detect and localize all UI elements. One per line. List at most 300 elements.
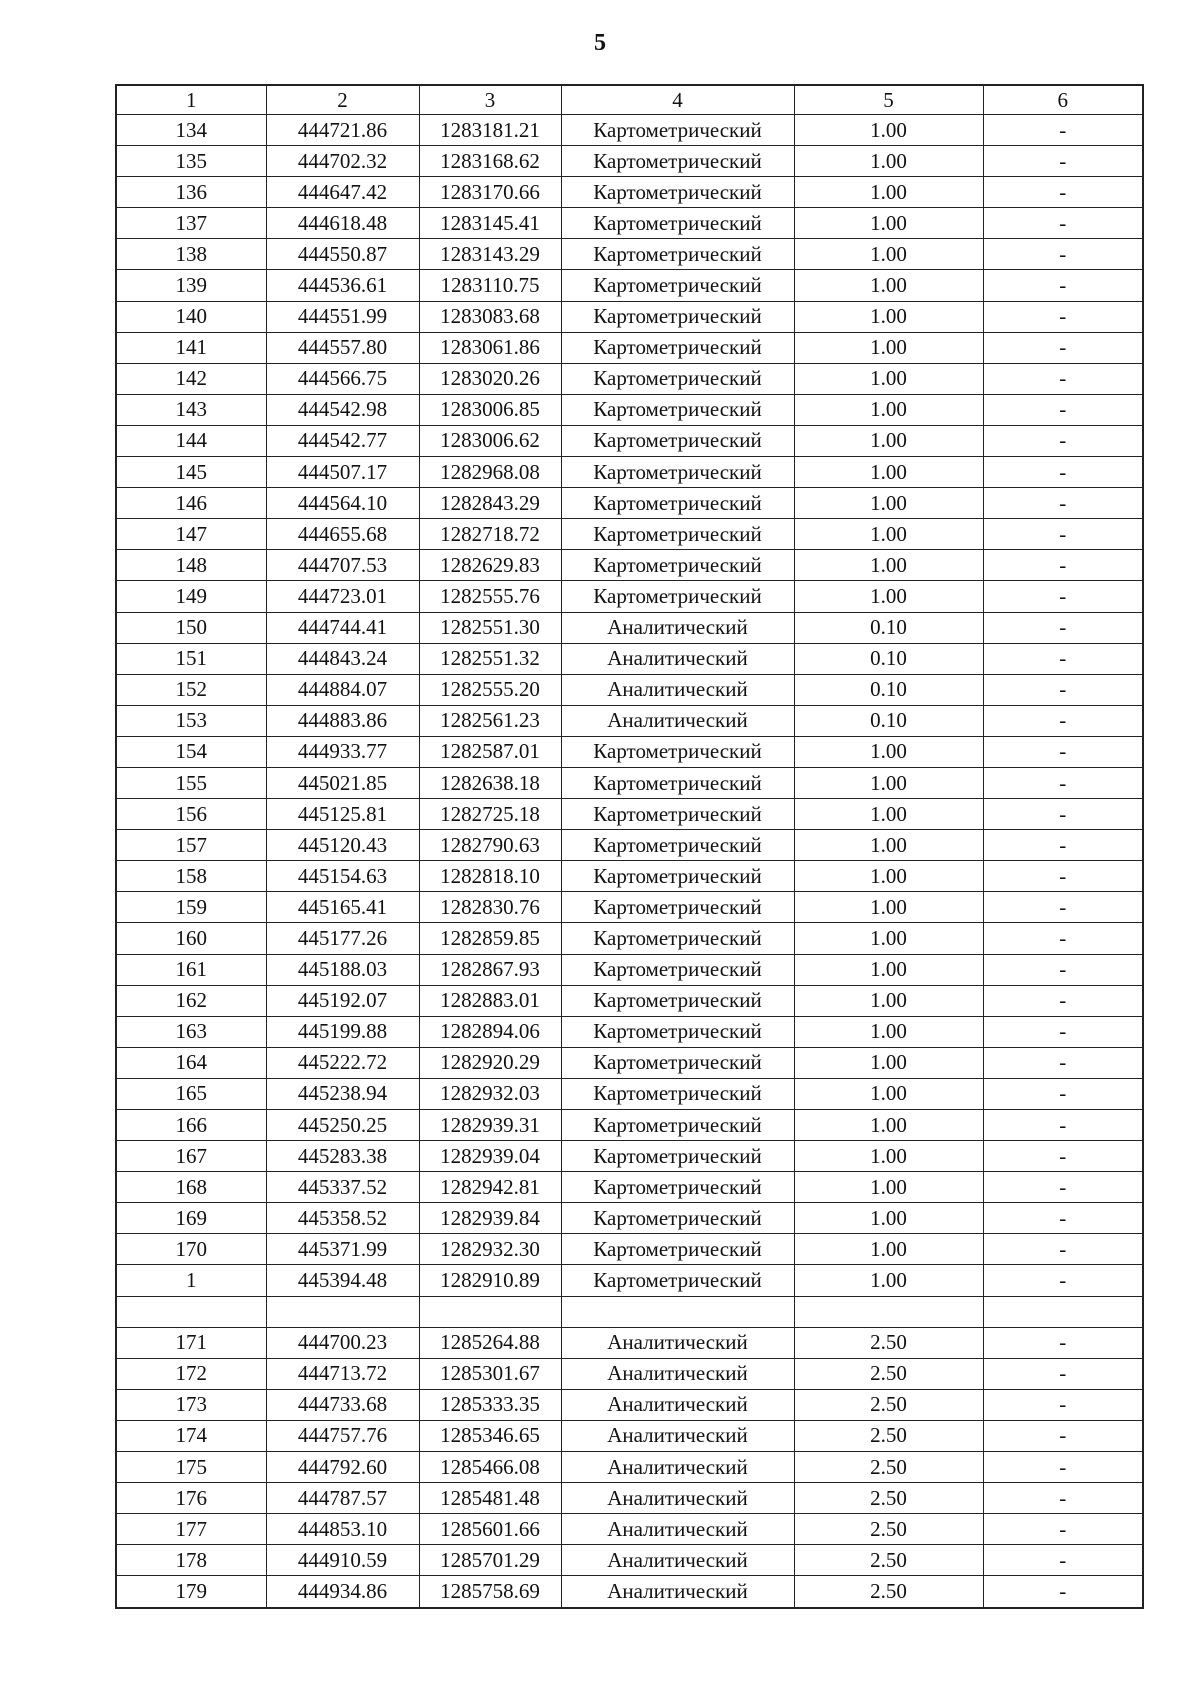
note-cell: -: [983, 1514, 1143, 1545]
method-cell: Картометрический: [561, 736, 794, 767]
table-row: [116, 550, 1143, 581]
point-number-cell: 135: [116, 146, 266, 177]
table-row: [116, 332, 1143, 363]
y-coordinate-cell: 1282587.01: [419, 736, 561, 767]
point-number-cell: 166: [116, 1110, 266, 1141]
x-coordinate-cell: 445238.94: [266, 1078, 419, 1109]
note-cell: -: [983, 208, 1143, 239]
y-coordinate-cell: 1282910.89: [419, 1265, 561, 1296]
accuracy-cell: 2.50: [794, 1358, 983, 1389]
accuracy-cell: 1.00: [794, 1172, 983, 1203]
x-coordinate-cell: 444721.86: [266, 115, 419, 146]
method-cell: Картометрический: [561, 425, 794, 456]
table-row: [116, 705, 1143, 736]
y-coordinate-cell: 1282629.83: [419, 550, 561, 581]
x-coordinate-cell: 445192.07: [266, 985, 419, 1016]
y-coordinate-cell: 1283083.68: [419, 301, 561, 332]
x-coordinate-cell: 444884.07: [266, 674, 419, 705]
note-cell: -: [983, 581, 1143, 612]
x-coordinate-cell: 445222.72: [266, 1047, 419, 1078]
note-cell: -: [983, 1576, 1143, 1608]
accuracy-cell: 1.00: [794, 488, 983, 519]
method-cell: Картометрический: [561, 1110, 794, 1141]
method-cell: Картометрический: [561, 488, 794, 519]
table-row: [116, 581, 1143, 612]
method-cell: Аналитический: [561, 612, 794, 643]
accuracy-cell: 1.00: [794, 954, 983, 985]
table-row: [116, 363, 1143, 394]
header-cell: 1: [116, 85, 266, 115]
x-coordinate-cell: 444564.10: [266, 488, 419, 519]
accuracy-cell: 1.00: [794, 270, 983, 301]
accuracy-cell: 1.00: [794, 1078, 983, 1109]
note-cell: -: [983, 861, 1143, 892]
y-coordinate-cell: 1285481.48: [419, 1483, 561, 1514]
x-coordinate-cell: 444744.41: [266, 612, 419, 643]
method-cell: Картометрический: [561, 1172, 794, 1203]
table-row: [116, 1016, 1143, 1047]
note-cell: -: [983, 1203, 1143, 1234]
x-coordinate-cell: 444883.86: [266, 705, 419, 736]
accuracy-cell: 1.00: [794, 177, 983, 208]
point-number-cell: 141: [116, 332, 266, 363]
table-row: [116, 830, 1143, 861]
accuracy-cell: 2.50: [794, 1452, 983, 1483]
table-row: [116, 425, 1143, 456]
point-number-cell: 165: [116, 1078, 266, 1109]
note-cell: -: [983, 674, 1143, 705]
note-cell: -: [983, 1420, 1143, 1451]
point-number-cell: 175: [116, 1452, 266, 1483]
method-cell: Картометрический: [561, 861, 794, 892]
x-coordinate-cell: 444853.10: [266, 1514, 419, 1545]
y-coordinate-cell: 1282830.76: [419, 892, 561, 923]
accuracy-cell: 1.00: [794, 457, 983, 488]
note-cell: -: [983, 1545, 1143, 1576]
accuracy-cell: 1.00: [794, 208, 983, 239]
note-cell: -: [983, 1389, 1143, 1420]
accuracy-cell: 2.50: [794, 1389, 983, 1420]
point-number-cell: 174: [116, 1420, 266, 1451]
point-number-cell: 151: [116, 643, 266, 674]
point-number-cell: 146: [116, 488, 266, 519]
y-coordinate-cell: 1283145.41: [419, 208, 561, 239]
table-row: [116, 985, 1143, 1016]
y-coordinate-cell: 1282942.81: [419, 1172, 561, 1203]
y-coordinate-cell: 1285758.69: [419, 1576, 561, 1608]
point-number-cell: [116, 1296, 266, 1327]
note-cell: -: [983, 1078, 1143, 1109]
x-coordinate-cell: [266, 1296, 419, 1327]
note-cell: -: [983, 394, 1143, 425]
method-cell: Картометрический: [561, 239, 794, 270]
point-number-cell: 143: [116, 394, 266, 425]
accuracy-cell: 1.00: [794, 767, 983, 798]
method-cell: Картометрический: [561, 830, 794, 861]
y-coordinate-cell: 1283061.86: [419, 332, 561, 363]
table-row: [116, 519, 1143, 550]
table-row: [116, 457, 1143, 488]
table-row: [116, 892, 1143, 923]
x-coordinate-cell: 445199.88: [266, 1016, 419, 1047]
point-number-cell: 149: [116, 581, 266, 612]
y-coordinate-cell: 1285701.29: [419, 1545, 561, 1576]
x-coordinate-cell: 445358.52: [266, 1203, 419, 1234]
note-cell: -: [983, 1265, 1143, 1296]
accuracy-cell: 1.00: [794, 799, 983, 830]
note-cell: -: [983, 643, 1143, 674]
table-row: [116, 1545, 1143, 1576]
note-cell: -: [983, 363, 1143, 394]
note-cell: -: [983, 239, 1143, 270]
accuracy-cell: 1.00: [794, 581, 983, 612]
table-row: [116, 488, 1143, 519]
table-row: [116, 1172, 1143, 1203]
y-coordinate-cell: 1282843.29: [419, 488, 561, 519]
note-cell: -: [983, 954, 1143, 985]
x-coordinate-cell: 445188.03: [266, 954, 419, 985]
point-number-cell: 1: [116, 1265, 266, 1296]
x-coordinate-cell: 444700.23: [266, 1327, 419, 1358]
note-cell: -: [983, 612, 1143, 643]
x-coordinate-cell: 444647.42: [266, 177, 419, 208]
accuracy-cell: 1.00: [794, 519, 983, 550]
y-coordinate-cell: 1285346.65: [419, 1420, 561, 1451]
method-cell: Картометрический: [561, 363, 794, 394]
y-coordinate-cell: 1282555.76: [419, 581, 561, 612]
method-cell: Картометрический: [561, 1016, 794, 1047]
point-number-cell: 158: [116, 861, 266, 892]
point-number-cell: 163: [116, 1016, 266, 1047]
note-cell: -: [983, 115, 1143, 146]
table-row: [116, 1358, 1143, 1389]
method-cell: Картометрический: [561, 985, 794, 1016]
accuracy-cell: 1.00: [794, 550, 983, 581]
method-cell: Картометрический: [561, 767, 794, 798]
accuracy-cell: 1.00: [794, 239, 983, 270]
method-cell: Аналитический: [561, 1576, 794, 1608]
method-cell: Картометрический: [561, 1047, 794, 1078]
note-cell: -: [983, 736, 1143, 767]
accuracy-cell: 1.00: [794, 115, 983, 146]
header-cell: 6: [983, 85, 1143, 115]
table-row: [116, 736, 1143, 767]
method-cell: Картометрический: [561, 1265, 794, 1296]
y-coordinate-cell: 1282939.04: [419, 1141, 561, 1172]
x-coordinate-cell: 444551.99: [266, 301, 419, 332]
point-number-cell: 179: [116, 1576, 266, 1608]
x-coordinate-cell: 445337.52: [266, 1172, 419, 1203]
y-coordinate-cell: 1282867.93: [419, 954, 561, 985]
method-cell: Картометрический: [561, 892, 794, 923]
note-cell: -: [983, 519, 1143, 550]
method-cell: [561, 1296, 794, 1327]
y-coordinate-cell: 1282555.20: [419, 674, 561, 705]
note-cell: -: [983, 1327, 1143, 1358]
y-coordinate-cell: 1282638.18: [419, 767, 561, 798]
method-cell: Картометрический: [561, 1141, 794, 1172]
table-row: [116, 1327, 1143, 1358]
x-coordinate-cell: 444723.01: [266, 581, 419, 612]
y-coordinate-cell: 1283168.62: [419, 146, 561, 177]
y-coordinate-cell: 1282894.06: [419, 1016, 561, 1047]
x-coordinate-cell: 444910.59: [266, 1545, 419, 1576]
table-row: [116, 394, 1143, 425]
accuracy-cell: 1.00: [794, 332, 983, 363]
method-cell: Аналитический: [561, 1545, 794, 1576]
header-cell: 3: [419, 85, 561, 115]
table-row: [116, 923, 1143, 954]
accuracy-cell: 1.00: [794, 1047, 983, 1078]
accuracy-cell: 1.00: [794, 985, 983, 1016]
table-row: [116, 1514, 1143, 1545]
y-coordinate-cell: 1285601.66: [419, 1514, 561, 1545]
x-coordinate-cell: 445165.41: [266, 892, 419, 923]
note-cell: -: [983, 705, 1143, 736]
note-cell: -: [983, 1358, 1143, 1389]
point-number-cell: 171: [116, 1327, 266, 1358]
point-number-cell: 148: [116, 550, 266, 581]
x-coordinate-cell: 444542.98: [266, 394, 419, 425]
y-coordinate-cell: [419, 1296, 561, 1327]
method-cell: Картометрический: [561, 1203, 794, 1234]
method-cell: Картометрический: [561, 301, 794, 332]
method-cell: Картометрический: [561, 332, 794, 363]
y-coordinate-cell: 1282561.23: [419, 705, 561, 736]
method-cell: Аналитический: [561, 643, 794, 674]
table-row: [116, 1389, 1143, 1420]
point-number-cell: 144: [116, 425, 266, 456]
method-cell: Картометрический: [561, 923, 794, 954]
point-number-cell: 139: [116, 270, 266, 301]
note-cell: -: [983, 301, 1143, 332]
note-cell: [983, 1296, 1143, 1327]
accuracy-cell: 1.00: [794, 301, 983, 332]
table-row: [116, 799, 1143, 830]
point-number-cell: 150: [116, 612, 266, 643]
table-separator-row: [116, 1296, 1143, 1327]
x-coordinate-cell: 444757.76: [266, 1420, 419, 1451]
accuracy-cell: 2.50: [794, 1514, 983, 1545]
y-coordinate-cell: 1283006.62: [419, 425, 561, 456]
y-coordinate-cell: 1282551.32: [419, 643, 561, 674]
note-cell: -: [983, 985, 1143, 1016]
point-number-cell: 147: [116, 519, 266, 550]
accuracy-cell: 2.50: [794, 1545, 983, 1576]
x-coordinate-cell: 444702.32: [266, 146, 419, 177]
accuracy-cell: 1.00: [794, 1265, 983, 1296]
accuracy-cell: 1.00: [794, 892, 983, 923]
method-cell: Картометрический: [561, 550, 794, 581]
y-coordinate-cell: 1283020.26: [419, 363, 561, 394]
table-row: [116, 1078, 1143, 1109]
method-cell: Аналитический: [561, 1452, 794, 1483]
y-coordinate-cell: 1282968.08: [419, 457, 561, 488]
method-cell: Картометрический: [561, 394, 794, 425]
note-cell: -: [983, 1047, 1143, 1078]
accuracy-cell: 1.00: [794, 1110, 983, 1141]
note-cell: -: [983, 177, 1143, 208]
y-coordinate-cell: 1282932.03: [419, 1078, 561, 1109]
method-cell: Аналитический: [561, 1389, 794, 1420]
table-row: [116, 301, 1143, 332]
note-cell: -: [983, 1234, 1143, 1265]
table-row: [116, 1047, 1143, 1078]
accuracy-cell: 2.50: [794, 1483, 983, 1514]
table-row: [116, 1265, 1143, 1296]
point-number-cell: 164: [116, 1047, 266, 1078]
x-coordinate-cell: 444507.17: [266, 457, 419, 488]
method-cell: Картометрический: [561, 954, 794, 985]
accuracy-cell: 1.00: [794, 861, 983, 892]
y-coordinate-cell: 1282932.30: [419, 1234, 561, 1265]
point-number-cell: 156: [116, 799, 266, 830]
method-cell: Картометрический: [561, 146, 794, 177]
table-row: [116, 1234, 1143, 1265]
x-coordinate-cell: 444843.24: [266, 643, 419, 674]
accuracy-cell: 1.00: [794, 1234, 983, 1265]
x-coordinate-cell: 445283.38: [266, 1141, 419, 1172]
table-row: [116, 239, 1143, 270]
note-cell: -: [983, 1172, 1143, 1203]
table-header-row: [116, 85, 1143, 115]
x-coordinate-cell: 444550.87: [266, 239, 419, 270]
table-row: [116, 861, 1143, 892]
point-number-cell: 152: [116, 674, 266, 705]
accuracy-cell: 1.00: [794, 363, 983, 394]
y-coordinate-cell: 1282883.01: [419, 985, 561, 1016]
point-number-cell: 168: [116, 1172, 266, 1203]
x-coordinate-cell: 444655.68: [266, 519, 419, 550]
accuracy-cell: 0.10: [794, 612, 983, 643]
y-coordinate-cell: 1282818.10: [419, 861, 561, 892]
table-row: [116, 1576, 1143, 1608]
point-number-cell: 177: [116, 1514, 266, 1545]
point-number-cell: 134: [116, 115, 266, 146]
method-cell: Аналитический: [561, 1420, 794, 1451]
accuracy-cell: [794, 1296, 983, 1327]
table-row: [116, 208, 1143, 239]
table-row: [116, 146, 1143, 177]
accuracy-cell: 1.00: [794, 1016, 983, 1047]
note-cell: -: [983, 146, 1143, 177]
x-coordinate-cell: 445394.48: [266, 1265, 419, 1296]
accuracy-cell: 2.50: [794, 1420, 983, 1451]
method-cell: Картометрический: [561, 581, 794, 612]
note-cell: -: [983, 332, 1143, 363]
header-cell: 5: [794, 85, 983, 115]
method-cell: Картометрический: [561, 270, 794, 301]
table-row: [116, 1483, 1143, 1514]
point-number-cell: 142: [116, 363, 266, 394]
y-coordinate-cell: 1282939.84: [419, 1203, 561, 1234]
note-cell: -: [983, 1016, 1143, 1047]
note-cell: -: [983, 830, 1143, 861]
method-cell: Аналитический: [561, 1514, 794, 1545]
y-coordinate-cell: 1282859.85: [419, 923, 561, 954]
note-cell: -: [983, 923, 1143, 954]
method-cell: Картометрический: [561, 115, 794, 146]
accuracy-cell: 1.00: [794, 394, 983, 425]
table-row: [116, 643, 1143, 674]
method-cell: Картометрический: [561, 208, 794, 239]
note-cell: -: [983, 767, 1143, 798]
point-number-cell: 153: [116, 705, 266, 736]
y-coordinate-cell: 1282718.72: [419, 519, 561, 550]
accuracy-cell: 1.00: [794, 146, 983, 177]
point-number-cell: 162: [116, 985, 266, 1016]
table-row: [116, 674, 1143, 705]
accuracy-cell: 2.50: [794, 1327, 983, 1358]
x-coordinate-cell: 444792.60: [266, 1452, 419, 1483]
x-coordinate-cell: 444542.77: [266, 425, 419, 456]
method-cell: Аналитический: [561, 1483, 794, 1514]
y-coordinate-cell: 1282939.31: [419, 1110, 561, 1141]
note-cell: -: [983, 488, 1143, 519]
x-coordinate-cell: 444536.61: [266, 270, 419, 301]
y-coordinate-cell: 1283170.66: [419, 177, 561, 208]
point-number-cell: 160: [116, 923, 266, 954]
method-cell: Картометрический: [561, 1078, 794, 1109]
x-coordinate-cell: 445125.81: [266, 799, 419, 830]
method-cell: Картометрический: [561, 799, 794, 830]
y-coordinate-cell: 1282725.18: [419, 799, 561, 830]
note-cell: -: [983, 457, 1143, 488]
method-cell: Картометрический: [561, 1234, 794, 1265]
x-coordinate-cell: 444934.86: [266, 1576, 419, 1608]
method-cell: Аналитический: [561, 705, 794, 736]
x-coordinate-cell: 445120.43: [266, 830, 419, 861]
point-number-cell: 138: [116, 239, 266, 270]
x-coordinate-cell: 444713.72: [266, 1358, 419, 1389]
note-cell: -: [983, 892, 1143, 923]
point-number-cell: 161: [116, 954, 266, 985]
y-coordinate-cell: 1285301.67: [419, 1358, 561, 1389]
point-number-cell: 169: [116, 1203, 266, 1234]
y-coordinate-cell: 1283143.29: [419, 239, 561, 270]
note-cell: -: [983, 1452, 1143, 1483]
accuracy-cell: 0.10: [794, 674, 983, 705]
accuracy-cell: 0.10: [794, 643, 983, 674]
table-row: [116, 612, 1143, 643]
point-number-cell: 172: [116, 1358, 266, 1389]
point-number-cell: 157: [116, 830, 266, 861]
table-row: [116, 767, 1143, 798]
accuracy-cell: 1.00: [794, 923, 983, 954]
table-row: [116, 270, 1143, 301]
x-coordinate-cell: 444557.80: [266, 332, 419, 363]
method-cell: Аналитический: [561, 1327, 794, 1358]
x-coordinate-cell: 444733.68: [266, 1389, 419, 1420]
y-coordinate-cell: 1285264.88: [419, 1327, 561, 1358]
point-number-cell: 137: [116, 208, 266, 239]
point-number-cell: 170: [116, 1234, 266, 1265]
y-coordinate-cell: 1282551.30: [419, 612, 561, 643]
method-cell: Картометрический: [561, 519, 794, 550]
point-number-cell: 154: [116, 736, 266, 767]
point-number-cell: 178: [116, 1545, 266, 1576]
accuracy-cell: 1.00: [794, 830, 983, 861]
method-cell: Аналитический: [561, 1358, 794, 1389]
y-coordinate-cell: 1283006.85: [419, 394, 561, 425]
point-number-cell: 159: [116, 892, 266, 923]
accuracy-cell: 0.10: [794, 705, 983, 736]
note-cell: -: [983, 425, 1143, 456]
table-row: [116, 177, 1143, 208]
point-number-cell: 155: [116, 767, 266, 798]
note-cell: -: [983, 1483, 1143, 1514]
point-number-cell: 140: [116, 301, 266, 332]
